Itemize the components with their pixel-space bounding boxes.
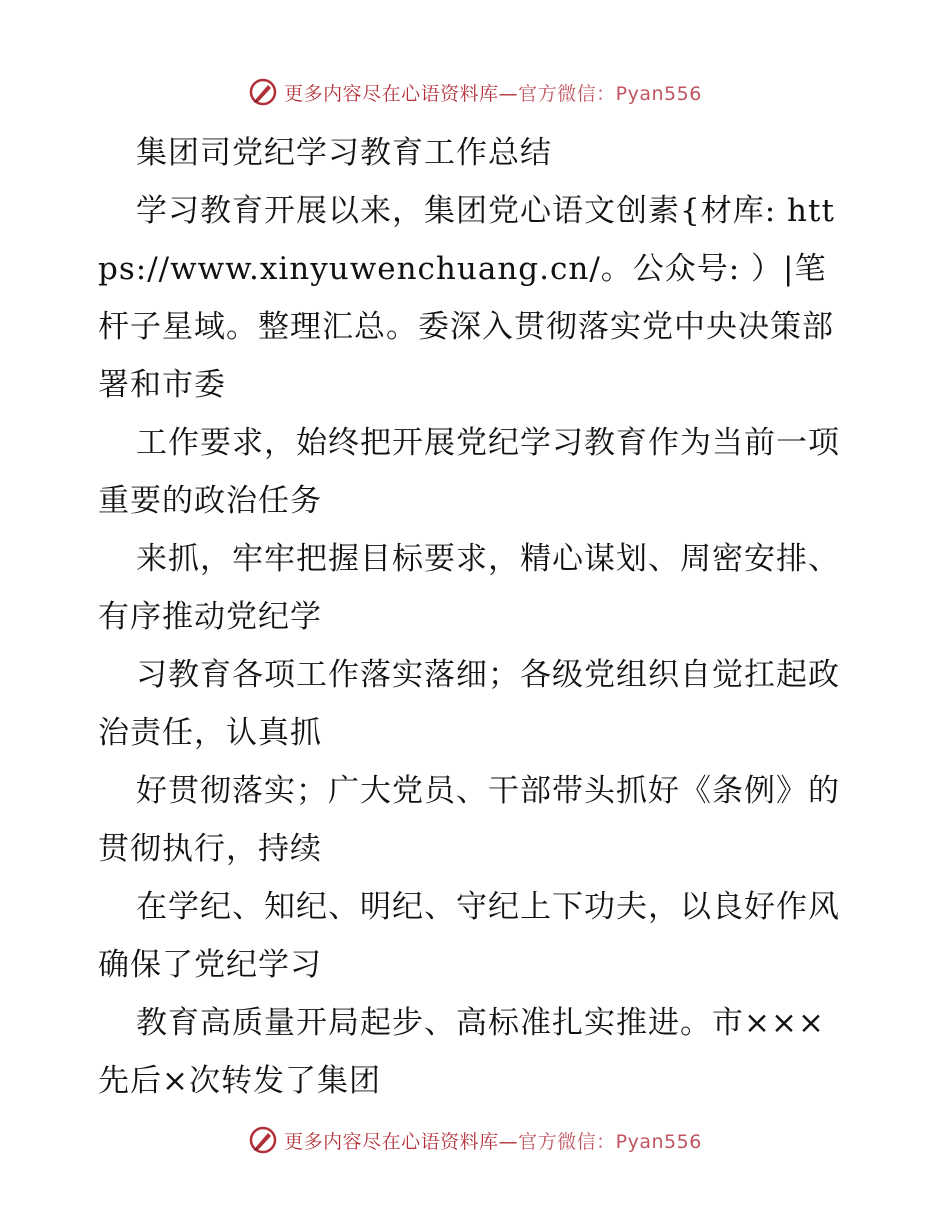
paragraph: 习教育各项工作落实落细；各级党组织自觉扛起政治责任，认真抓: [98, 657, 840, 751]
paragraph: 在学纪、知纪、明纪、守纪上下功夫，以良好作风确保了党纪学习: [98, 889, 840, 983]
footer-watermark-banner: [0, 1120, 950, 1160]
pen-logo-icon: [248, 1125, 278, 1155]
pen-logo-icon: [248, 77, 278, 107]
paragraph: 学习教育开展以来，集团党心语文创素{材库: https://www.xinyuwenchuang.cn/。公众号: ）|笔杆子星域。整理汇总。委深入贯彻落实党中央决策部署和市委: [98, 193, 835, 403]
document-title: 集团司党纪学习教育工作总结: [136, 135, 552, 171]
banner-wechat: 官方微信：Pyan556: [518, 1130, 702, 1153]
banner-wechat: 官方微信：Pyan556: [518, 82, 702, 105]
paragraph: 工作要求，始终把开展党纪学习教育作为当前一项重要的政治任务: [98, 425, 840, 519]
banner-slogan: 更多内容尽在心语资料库: [284, 1130, 499, 1153]
banner-text: [284, 79, 702, 106]
banner-dash: —: [498, 82, 519, 105]
banner-slogan: 更多内容尽在心语资料库: [284, 82, 499, 105]
document-body: [98, 124, 853, 1110]
header-watermark-banner: [0, 72, 950, 112]
banner-dash: —: [498, 1130, 519, 1153]
paragraph: 好贯彻落实；广大党员、干部带头抓好《条例》的贯彻执行，持续: [98, 773, 840, 867]
banner-text: [284, 1127, 702, 1154]
paragraph: 来抓，牢牢把握目标要求，精心谋划、周密安排、有序推动党纪学: [98, 541, 840, 635]
paragraph: 教育高质量开局起步、高标准扎实推进。市×××先后×次转发了集团: [98, 1005, 825, 1099]
